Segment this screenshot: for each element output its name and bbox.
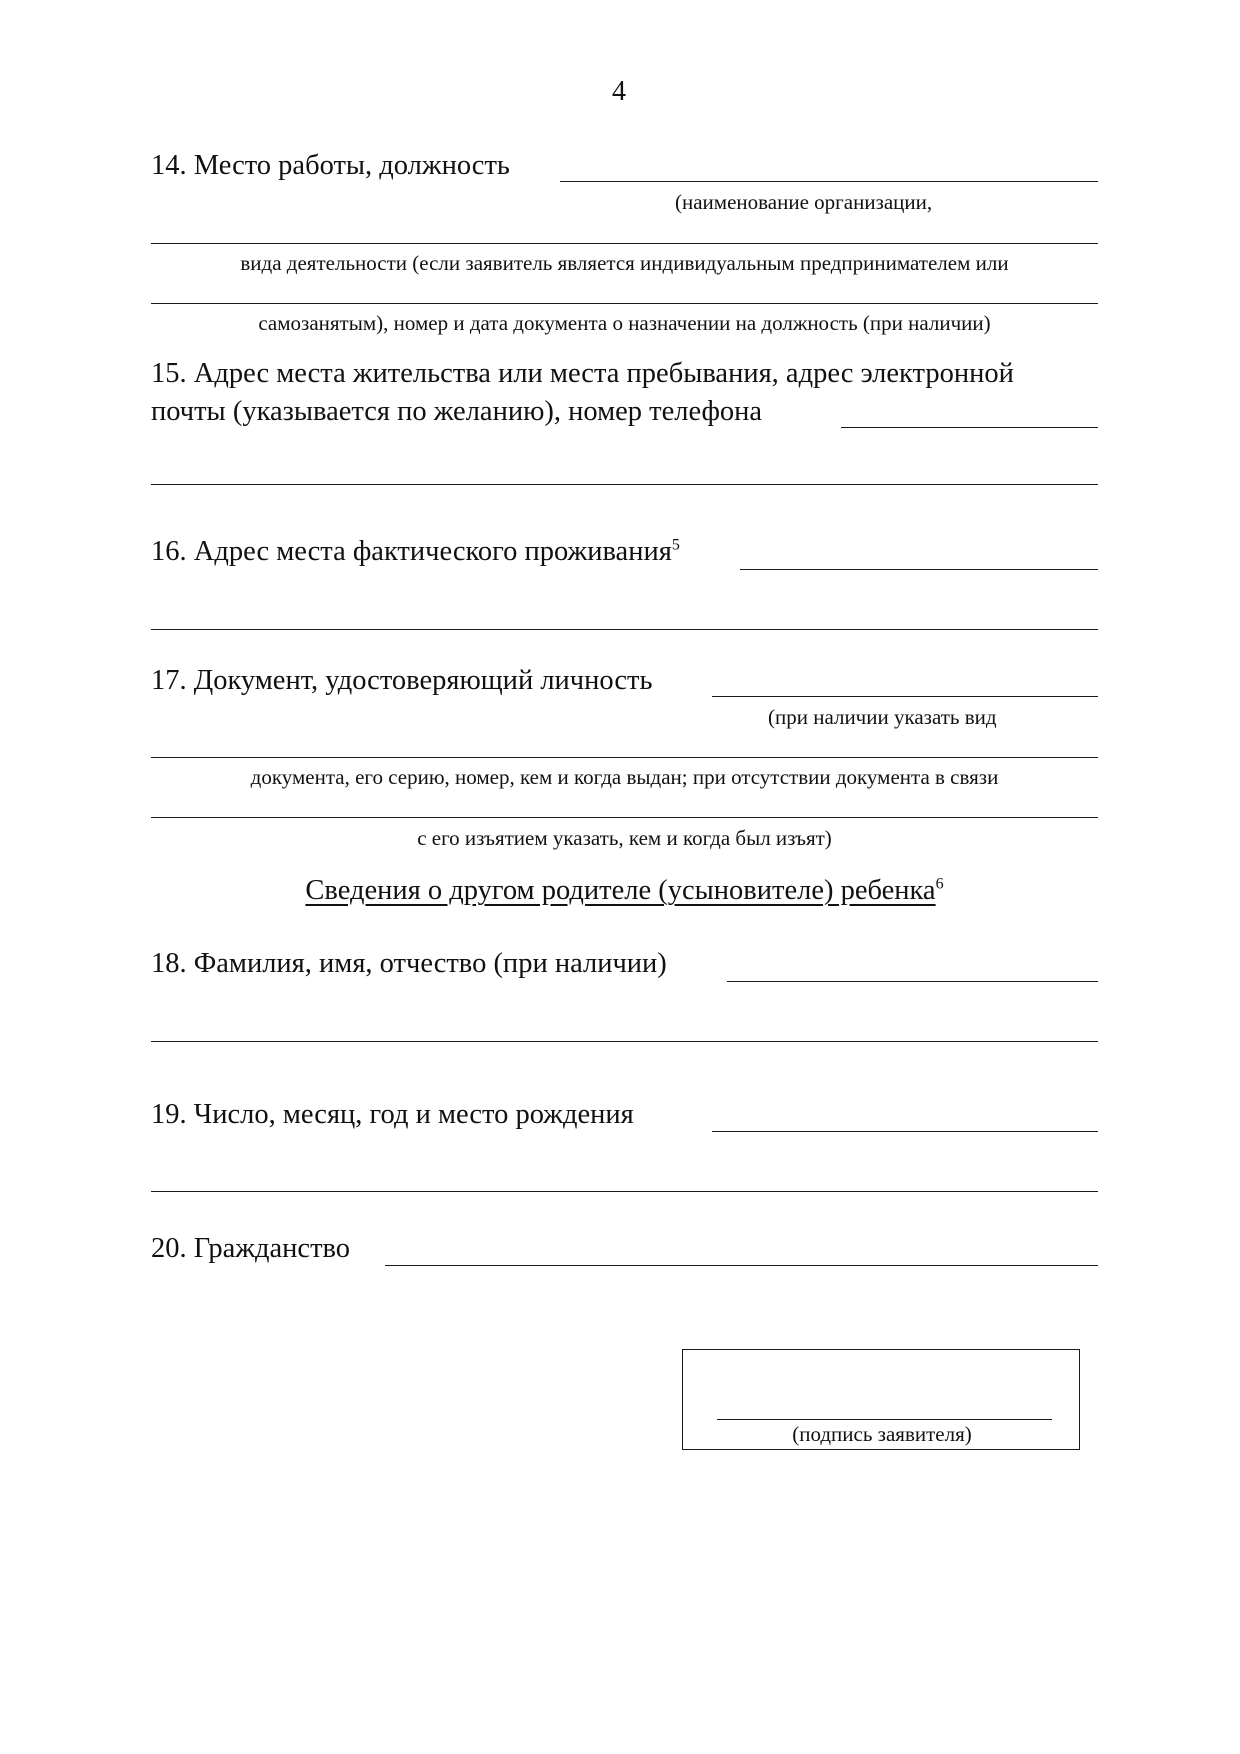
item-19-label: 19. Число, месяц, год и место рождения [151,1099,634,1130]
item-17-input-line-3[interactable] [151,817,1098,818]
section-heading-text: Сведения о другом родителе (усыновителе) ребенка [305,875,936,906]
item-18-input-line-2[interactable] [151,1041,1098,1042]
item-15-input-line-1[interactable] [841,427,1098,428]
item-17-hint-1: (при наличии указать вид [768,705,997,729]
item-18-label: 18. Фамилия, имя, отчество (при наличии) [151,948,667,979]
item-19-input-line-1[interactable] [712,1131,1098,1132]
item-14-input-line-2[interactable] [151,243,1098,244]
item-16-label [151,535,680,569]
item-14-input-line-1[interactable] [560,181,1098,182]
item-17-hint-3: с его изъятием указать, кем и когда был изъят) [417,826,832,850]
item-17-hint-2: документа, его серию, номер, кем и когда выдан; при отсутствии документа в связи [250,765,999,789]
footnote-marker: 5 [671,536,680,554]
item-15-label-line-2: почты (указывается по желанию), номер телефона [151,396,763,427]
item-14-input-line-3[interactable] [151,303,1098,304]
footnote-marker: 6 [935,875,944,893]
signature-box [682,1349,1080,1450]
item-14-label: 14. Место работы, должность [151,150,510,181]
item-19-input-line-2[interactable] [151,1191,1098,1192]
item-14-hint-3: самозанятым), номер и дата документа о назначении на должность (при наличии) [258,311,991,335]
item-14-hint-1: (наименование организации, [675,190,933,214]
item-20-input-line[interactable] [385,1265,1098,1266]
item-18-input-line-1[interactable] [727,981,1098,982]
item-17-label: 17. Документ, удостоверяющий личность [151,665,653,696]
item-14-hint-2: вида деятельности (если заявитель является индивидуальным предпринимателем или [240,251,1009,275]
page-number: 4 [612,76,626,107]
item-17-input-line-1[interactable] [712,696,1098,697]
section-heading [151,874,1098,908]
item-17-input-line-2[interactable] [151,757,1098,758]
signature-caption: (подпись заявителя) [792,1422,972,1446]
item-20-label: 20. Гражданство [151,1233,351,1264]
item-16-input-line-2[interactable] [151,629,1098,630]
item-15-input-line-2[interactable] [151,484,1098,485]
item-16-input-line-1[interactable] [740,569,1098,570]
item-15-label-line-1: 15. Адрес места жительства или места пребывания, адрес электронной [151,358,1014,389]
signature-line[interactable] [717,1419,1052,1420]
item-16-label-text: 16. Адрес места фактического проживания [151,536,672,567]
